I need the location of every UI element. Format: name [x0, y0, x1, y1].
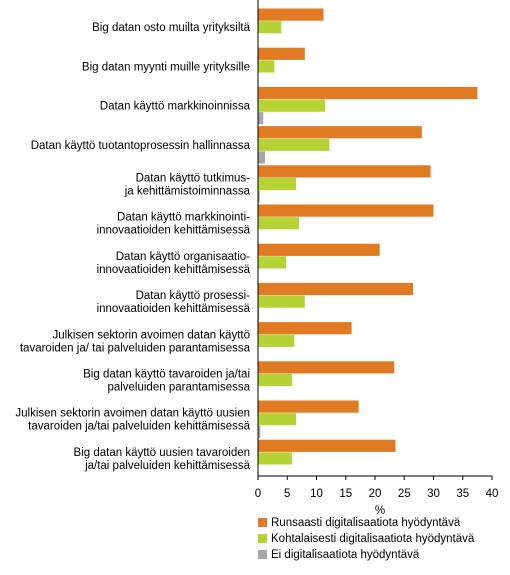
- x-tick-label-1: 5: [284, 488, 291, 500]
- category-label-1: [82, 61, 250, 73]
- legend-swatch-2: [258, 550, 267, 559]
- category-label-line: Datan käyttö markkinoinnissa: [99, 100, 250, 113]
- category-label-line: innovaatioiden kehittämisessä: [96, 263, 250, 276]
- bar-s1-c5: [258, 217, 299, 229]
- bar-s1-c3: [258, 139, 329, 151]
- x-tick-label-4: 20: [368, 488, 382, 500]
- category-label-line: tavaroiden ja/ tai palveluiden parantamisessa: [19, 342, 250, 355]
- category-label-line: Big datan käyttö uusien tavaroiden: [73, 446, 250, 459]
- x-tick-label-8: 40: [485, 488, 499, 500]
- category-label-6: [97, 251, 251, 276]
- category-label-line: Datan käyttö markkinointi-: [117, 211, 250, 224]
- bar-s1-c9: [258, 374, 292, 386]
- bar-s2-c3: [258, 151, 265, 163]
- bar-s0-c2: [258, 87, 477, 99]
- bar-s0-c9: [258, 361, 394, 373]
- legend-label-0: Runsaasti digitalisaatiota hyödyntävä: [271, 517, 461, 529]
- category-label-line: Datan käyttö tuotantoprosessin hallinnassa: [30, 139, 250, 152]
- category-label-line: Datan käyttö prosessi-: [135, 290, 250, 303]
- bar-s1-c7: [258, 296, 305, 308]
- category-label-9: [83, 369, 250, 394]
- category-label-11: [74, 447, 251, 472]
- category-label-line: innovaatioiden kehittämisessä: [96, 303, 250, 316]
- category-label-line: Big datan käyttö tavaroiden ja/tai: [83, 368, 250, 381]
- legend-label-2: Ei digitalisaatiota hyödyntävä: [271, 549, 420, 561]
- legend-swatch-0: [258, 518, 267, 527]
- bar-s1-c10: [258, 413, 296, 425]
- x-tick-label-5: 25: [397, 488, 411, 500]
- x-tick-label-7: 35: [456, 488, 470, 500]
- category-label-line: Big datan osto muilta yrityksiltä: [92, 22, 250, 35]
- bar-s0-c0: [258, 9, 324, 21]
- category-label-2: [100, 101, 251, 113]
- category-label-4: [124, 173, 251, 198]
- x-tick-label-3: 15: [339, 488, 353, 500]
- bar-s1-c1: [258, 60, 274, 72]
- bar-s1-c11: [258, 452, 292, 464]
- bar-s1-c0: [258, 21, 281, 33]
- bar-s0-c10: [258, 401, 359, 413]
- category-label-5: [97, 212, 251, 237]
- category-label-line: Julkisen sektorin avoimen datan käyttö uusien: [15, 407, 250, 420]
- category-label-0: [92, 22, 250, 34]
- bar-s1-c8: [258, 335, 294, 347]
- bar-s1-c6: [258, 256, 286, 268]
- bar-s0-c7: [258, 283, 413, 295]
- category-label-line: palveluiden parantamisessa: [107, 381, 250, 394]
- category-label-3: [31, 140, 251, 152]
- legend-swatch-1: [258, 534, 267, 543]
- bar-s0-c3: [258, 126, 422, 138]
- category-label-line: tavaroiden ja/tai palveluiden kehittämisessä: [28, 420, 250, 433]
- x-axis-unit-label: %: [374, 505, 386, 517]
- category-label-7: [97, 290, 251, 315]
- category-label-line: Datan käyttö tutkimus-: [135, 172, 250, 185]
- x-tick-label-0: 0: [254, 488, 262, 500]
- bar-s0-c1: [258, 48, 305, 60]
- bar-s0-c8: [258, 322, 352, 334]
- legend-label-1: Kohtalaisesti digitalisaatiota hyödyntävä: [271, 533, 475, 545]
- category-label-10: [15, 408, 250, 433]
- category-label-line: Datan käyttö organisaatio-: [115, 250, 250, 263]
- bar-s0-c5: [258, 205, 434, 217]
- x-tick-label-2: 10: [310, 488, 323, 500]
- bar-s0-c4: [258, 165, 431, 177]
- bar-s1-c2: [258, 100, 325, 112]
- bar-s1-c4: [258, 178, 296, 190]
- category-label-line: Julkisen sektorin avoimen datan käyttö: [52, 329, 250, 342]
- bar-s2-c2: [258, 112, 263, 124]
- category-label-line: ja kehittämistoiminnassa: [124, 185, 250, 198]
- category-label-line: Big datan myynti muille yrityksille: [81, 61, 250, 74]
- bar-s0-c6: [258, 244, 380, 256]
- category-label-line: ja/tai palveluiden kehittämisessä: [85, 459, 250, 472]
- x-tick-label-6: 30: [427, 488, 440, 500]
- bar-s0-c11: [258, 440, 395, 452]
- category-label-line: innovaatioiden kehittämisessä: [96, 224, 250, 237]
- category-label-8: [20, 329, 251, 354]
